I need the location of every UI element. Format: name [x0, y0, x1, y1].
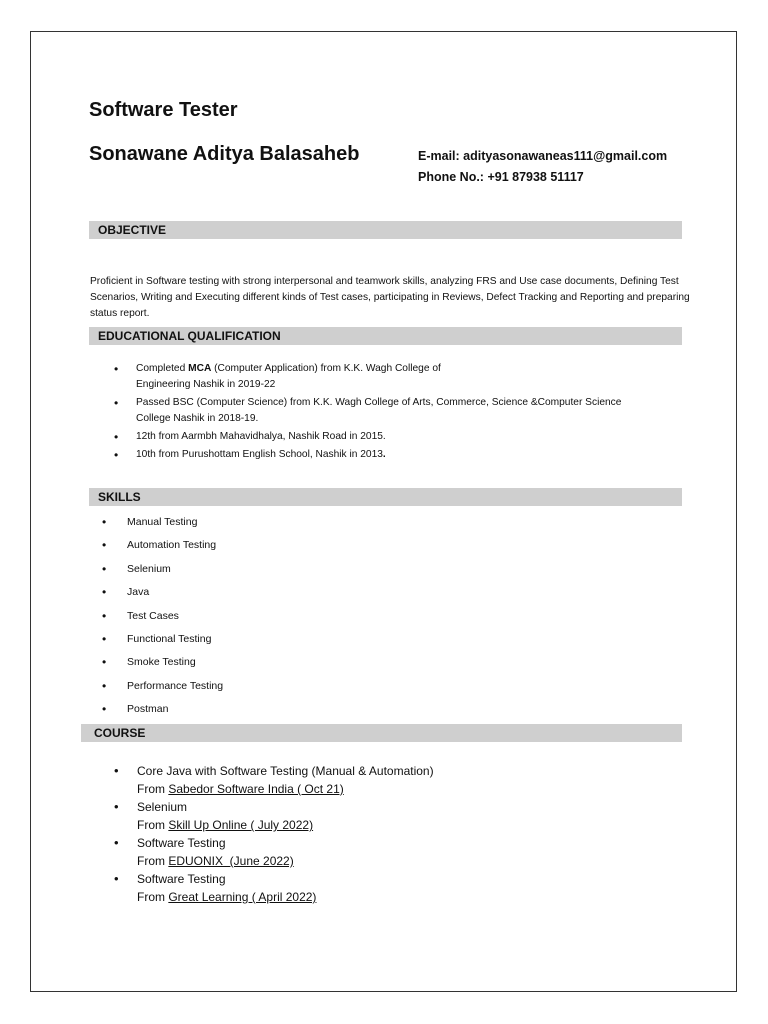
skills-list — [102, 514, 223, 725]
skill-item: • Selenium — [102, 561, 223, 584]
course-from: From — [137, 818, 169, 832]
education-text: 12th from Aarmbh Mahavidhalya, Nashik Road in 2015. — [136, 431, 386, 442]
education-item — [112, 395, 682, 427]
skill-item: • Functional Testing — [102, 631, 223, 654]
course-name: Selenium — [137, 800, 188, 814]
course-name: Software Testing — [137, 836, 226, 850]
skill-item: • Manual Testing — [102, 514, 223, 537]
course-item — [114, 834, 434, 870]
education-heading: EDUCATIONAL QUALIFICATION — [89, 327, 682, 345]
course-source-link[interactable]: Sabedor Software India ( Oct 21) — [168, 782, 344, 796]
course-source-link[interactable]: EDUONIX (June 2022) — [168, 854, 294, 868]
candidate-name: Sonawane Aditya Balasaheb — [89, 143, 360, 165]
skill-item: • Performance Testing — [102, 678, 223, 701]
email-line: E-mail: adityasonawaneas111@gmail.com — [418, 149, 668, 163]
education-text: College Nashik in 2018-19. — [136, 413, 259, 424]
course-list — [114, 762, 434, 906]
course-from: From — [137, 890, 169, 904]
skill-item: • Test Cases — [102, 608, 223, 631]
education-text: Engineering Nashik in 2019-22 — [136, 379, 276, 390]
course-from: From — [137, 854, 169, 868]
course-source-link[interactable]: Skill Up Online ( July 2022) — [168, 818, 314, 832]
course-item — [114, 762, 434, 798]
objective-heading: OBJECTIVE — [89, 221, 682, 239]
education-item — [112, 429, 682, 445]
skill-item: • Postman — [102, 701, 223, 724]
course-name: Core Java with Software Testing (Manual & Automation) — [137, 764, 434, 778]
skill-item: • Smoke Testing — [102, 654, 223, 677]
course-heading: COURSE — [81, 724, 682, 742]
education-text: Completed — [136, 363, 189, 374]
education-item — [112, 361, 682, 393]
course-name: Software Testing — [137, 872, 226, 886]
skill-item: • Automation Testing — [102, 537, 223, 560]
course-from: From — [137, 782, 169, 796]
education-text: 10th from Purushottam English School, Nashik in 2013 — [136, 449, 383, 460]
course-item — [114, 798, 434, 834]
education-degree: MCA — [188, 363, 212, 374]
education-text: Passed BSC (Computer Science) from K.K. Wagh College of Arts, Commerce, Science &Computer Science — [136, 397, 622, 408]
objective-text: Proficient in Software testing with strong interpersonal and teamwork skills, analyzing FRS and Use case documents, Defining Test Scenarios, Writing and Executing different kinds of Test cases, participating in Reviews, Defect Tracking and Reporting and preparing status report. — [90, 276, 690, 319]
education-text: . — [382, 449, 386, 460]
skill-item: • Java — [102, 584, 223, 607]
job-title: Software Tester — [89, 99, 238, 121]
education-item — [112, 447, 682, 463]
course-item — [114, 870, 434, 906]
education-list — [112, 361, 682, 465]
phone-line: Phone No.: +91 87938 51117 — [418, 170, 584, 184]
course-source-link[interactable]: Great Learning ( April 2022) — [168, 890, 317, 904]
education-text: (Computer Application) from K.K. Wagh College of — [211, 363, 441, 374]
skills-heading: SKILLS — [89, 488, 682, 506]
